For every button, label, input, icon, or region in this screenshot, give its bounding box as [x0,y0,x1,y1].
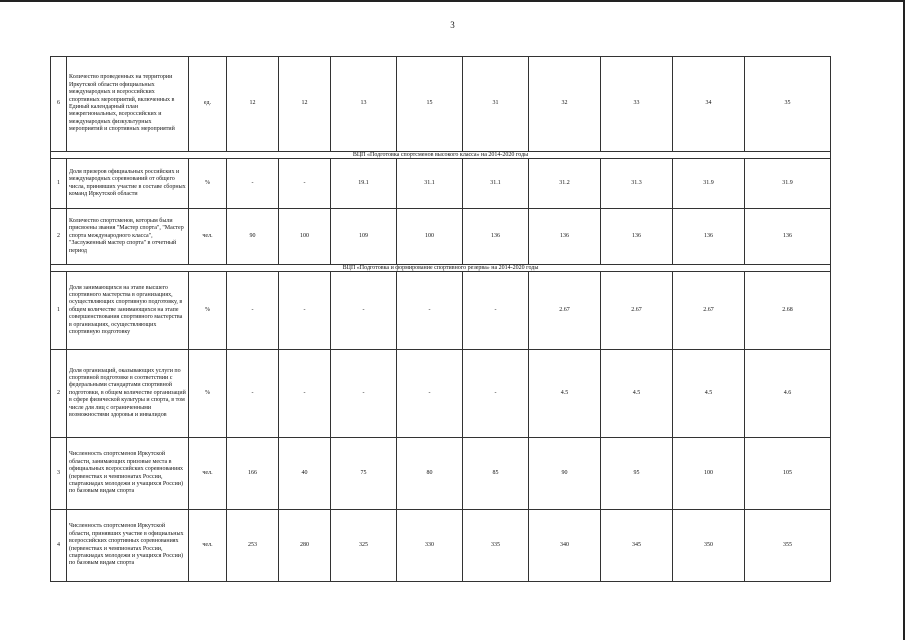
value-cell: 136 [529,209,601,265]
value-cell: - [331,272,397,350]
value-cell: 12 [279,57,331,152]
value-cell: 35 [745,57,831,152]
section-title: ВЦП «Подготовка спортсменов высокого класса» на 2014-2020 годы [51,152,831,159]
table-row [51,159,831,209]
table-row [51,272,831,350]
value-cell: 4.5 [673,350,745,438]
value-cell: - [279,159,331,209]
indicator-name: Количество спортсменов, которым были присвоены звания "Мастер спорта", "Мастер спорта международного класса", "Заслуженный мастер спорта" в отчетный период [67,209,189,265]
value-cell: 85 [463,438,529,510]
value-cell: - [463,272,529,350]
indicator-name: Количество проведенных на территории Иркутской области официальных международных и всероссийских спортивных мероприятий, включенных в Единый календарный план межрегиональных, всероссийских и международных физкультурных мероприятий и спортивных мероприятий [67,57,189,152]
value-cell: 330 [397,510,463,582]
value-cell: 100 [279,209,331,265]
row-number: 1 [51,272,67,350]
value-cell: 31.1 [397,159,463,209]
row-number: 1 [51,159,67,209]
table-row [51,57,831,152]
indicator-name: Доля организаций, оказывающих услуги по спортивной подготовке в соответствии с федеральными стандартами спортивной подготовки, в общем количестве организаций в сфере физической культуры и спорта, в том числе для лиц с ограниченными возможностями здоровья и инвалидов [67,350,189,438]
value-cell: 355 [745,510,831,582]
unit-cell: % [189,159,227,209]
value-cell: 4.6 [745,350,831,438]
unit-cell: чел. [189,209,227,265]
section-row [51,152,831,159]
table-row [51,209,831,265]
section-row [51,265,831,272]
value-cell: 325 [331,510,397,582]
value-cell: - [279,272,331,350]
unit-cell: % [189,350,227,438]
value-cell: 280 [279,510,331,582]
value-cell: 166 [227,438,279,510]
section-title: ВЦП «Подготовка и формирование спортивного резерва» на 2014-2020 годы [51,265,831,272]
value-cell: 13 [331,57,397,152]
unit-cell: % [189,272,227,350]
unit-cell: чел. [189,510,227,582]
value-cell: 136 [745,209,831,265]
value-cell: - [463,350,529,438]
value-cell: 12 [227,57,279,152]
value-cell: 31.1 [463,159,529,209]
value-cell: - [397,350,463,438]
row-number: 2 [51,350,67,438]
value-cell: 2.68 [745,272,831,350]
value-cell: 2.67 [673,272,745,350]
value-cell: - [331,350,397,438]
table-row [51,510,831,582]
value-cell: 75 [331,438,397,510]
value-cell: 340 [529,510,601,582]
value-cell: 31.9 [673,159,745,209]
table-row [51,350,831,438]
value-cell: 15 [397,57,463,152]
value-cell: 136 [601,209,673,265]
value-cell: 90 [227,209,279,265]
indicator-name: Доля призеров официальных российских и международных соревнований от общего числа, принявших участие в составе сборных команд Иркутской области [67,159,189,209]
indicator-name: Численность спортсменов Иркутской области, занимающих призовые места в официальных всероссийских соревнованиях (первенствах и чемпионатах России, спартакиадах молодежи и учащихся России) по базовым видам спорта [67,438,189,510]
value-cell: 4.5 [601,350,673,438]
value-cell: 136 [673,209,745,265]
value-cell: 100 [673,438,745,510]
value-cell: 95 [601,438,673,510]
indicator-name: Доля занимающихся на этапе высшего спортивного мастерства в организациях, осуществляющих спортивную подготовку, в общем количестве занимающихся на этапе совершенствования спортивного мастерства в организациях, осуществляющих спортивную подготовку [67,272,189,350]
value-cell: - [227,350,279,438]
value-cell: 31.9 [745,159,831,209]
value-cell: 31 [463,57,529,152]
value-cell: 2.67 [601,272,673,350]
row-number: 3 [51,438,67,510]
value-cell: 350 [673,510,745,582]
row-number: 4 [51,510,67,582]
value-cell: 32 [529,57,601,152]
value-cell: 90 [529,438,601,510]
indicator-name: Численность спортсменов Иркутской области, принявших участие в официальных всероссийских спортивных соревнованиях (первенствах и чемпионатах России, спартакиадах молодежи и учащихся России) по базовым видам спорта [67,510,189,582]
value-cell: 34 [673,57,745,152]
scan-edge-top [0,0,905,2]
value-cell: 105 [745,438,831,510]
value-cell: 40 [279,438,331,510]
value-cell: 33 [601,57,673,152]
unit-cell: ед. [189,57,227,152]
value-cell: 253 [227,510,279,582]
indicators-table [50,56,831,582]
value-cell: 19.1 [331,159,397,209]
value-cell: 335 [463,510,529,582]
value-cell: - [227,159,279,209]
value-cell: 31.3 [601,159,673,209]
value-cell: 345 [601,510,673,582]
unit-cell: чел. [189,438,227,510]
value-cell: 31.2 [529,159,601,209]
table-row [51,438,831,510]
row-number: 2 [51,209,67,265]
value-cell: 80 [397,438,463,510]
value-cell: - [397,272,463,350]
value-cell: - [279,350,331,438]
row-number: 6 [51,57,67,152]
value-cell: 109 [331,209,397,265]
value-cell: 100 [397,209,463,265]
value-cell: - [227,272,279,350]
value-cell: 4.5 [529,350,601,438]
value-cell: 136 [463,209,529,265]
page-number: 3 [450,20,455,30]
value-cell: 2.67 [529,272,601,350]
